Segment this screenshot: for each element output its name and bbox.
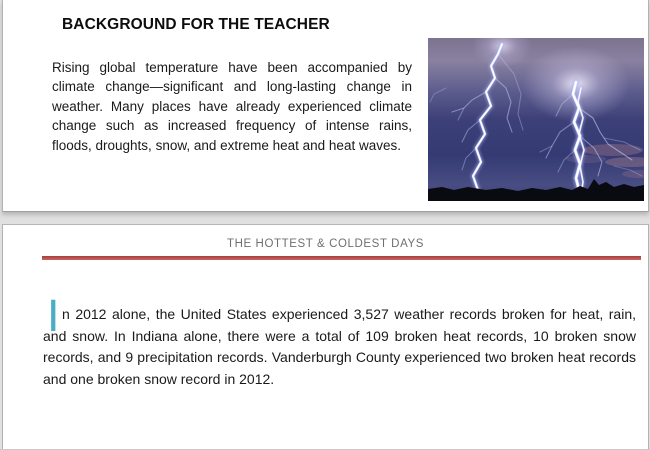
background-paragraph: Rising global temperature have been accompanied by climate change—significant and long-lasting change in weather. Many places have already experienced climate change such as increased frequency of intense rains, floods, droughts, snow, and extreme heat and heat waves. xyxy=(52,60,412,153)
lightning-photo xyxy=(428,38,644,201)
document-page-2 xyxy=(2,224,649,450)
document-page-1 xyxy=(2,0,649,212)
drop-cap: I xyxy=(47,290,60,341)
records-paragraph: n 2012 alone, the United States experienced 3,527 weather records broken for heat, rain, and snow. In Indiana alone, there were a total of 109 broken heat records, 10 broken snow records, and 9 precipitation records. Vanderburgh County experienced two broken heat records and one broken snow record in 2012. xyxy=(43,306,636,387)
section-heading: THE HOTTEST & COLDEST DAYS xyxy=(226,238,425,250)
page-title: BACKGROUND FOR THE TEACHER xyxy=(62,16,330,33)
heading-underline-rule xyxy=(42,256,641,260)
